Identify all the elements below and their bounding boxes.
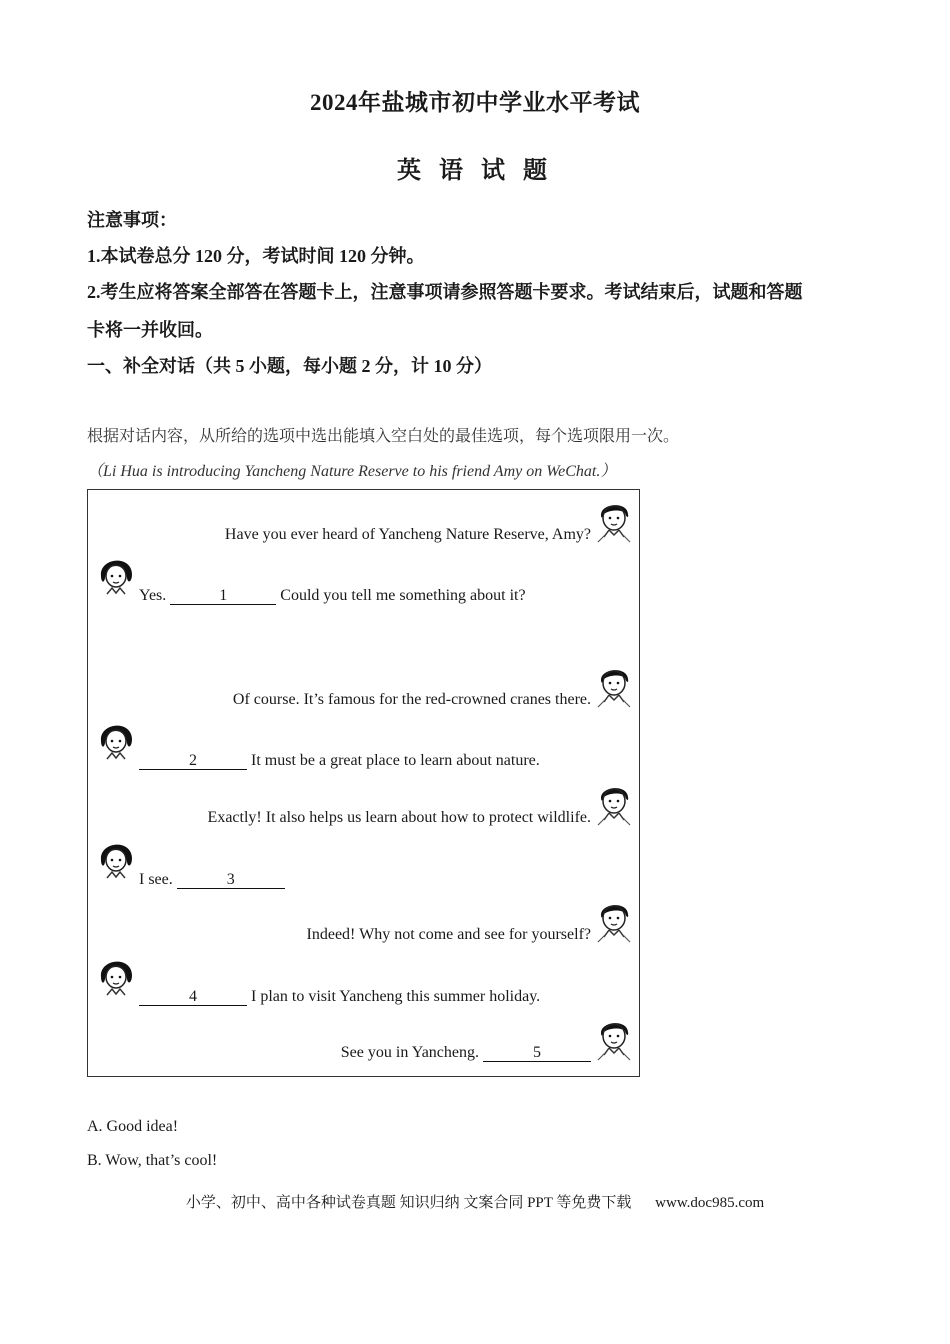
dialog-line-5	[341, 1044, 591, 1062]
footer-text: 小学、初中、高中各种试卷真题 知识归纳 文案合同 PPT 等免费下载	[185, 1195, 632, 1211]
notice-item-1: 1.本试卷总分 120 分，考试时间 120 分钟。	[87, 246, 425, 266]
dialog-line-1: Have you ever heard of Yancheng Nature Reserve, Amy?	[224, 526, 591, 543]
page-footer	[0, 1191, 950, 1212]
option-b: B. Wow, that’s cool!	[87, 1152, 218, 1169]
dialog-line-2: Of course. It’s famous for the red-crowned cranes there.	[232, 691, 591, 708]
girl-avatar-icon	[97, 953, 135, 999]
dialog-answer-1-prefix: Yes.	[139, 587, 167, 604]
boy-avatar-icon	[595, 497, 633, 543]
blank-5[interactable]: 5	[483, 1045, 591, 1062]
blank-3[interactable]: 3	[177, 872, 285, 889]
notice-item-2-line1: 2.考生应将答案全部答在答题卡上，注意事项请参照答题卡要求。考试结束后，试题和答题	[87, 282, 803, 302]
dialog-answer-1	[139, 587, 526, 605]
dialog-answer-1-text: Could you tell me something about it?	[280, 587, 526, 604]
dialog-line-4: Indeed! Why not come and see for yourself?	[306, 926, 591, 943]
blank-1[interactable]: 1	[170, 588, 276, 605]
dialog-answer-4	[139, 988, 540, 1006]
notice-item-2-line2: 卡将一并收回。	[87, 320, 213, 340]
girl-avatar-icon	[97, 552, 135, 598]
notice-heading: 注意事项：	[87, 210, 177, 230]
boy-avatar-icon	[595, 780, 633, 826]
boy-avatar-icon	[595, 897, 633, 943]
boy-avatar-icon	[595, 1015, 633, 1061]
girl-avatar-icon	[97, 836, 135, 882]
dialog-answer-3-prefix: I see.	[139, 871, 173, 888]
section1-context: （Li Hua is introducing Yancheng Nature Reserve to his friend Amy on WeChat.）	[87, 463, 617, 480]
section1-instruction: 根据对话内容，从所给的选项中选出能填入空白处的最佳选项，每个选项限用一次。	[87, 428, 680, 445]
exam-subtitle: 英 语 试 题	[397, 158, 553, 184]
blank-2[interactable]: 2	[139, 753, 247, 770]
section1-heading: 一、补全对话（共 5 小题，每小题 2 分，计 10 分）	[87, 356, 492, 376]
dialog-answer-4-text: I plan to visit Yancheng this summer holiday.	[251, 988, 541, 1005]
option-a: A. Good idea!	[87, 1118, 179, 1135]
exam-title: 2024年盐城市初中学业水平考试	[310, 90, 640, 115]
dialog-answer-2-text: It must be a great place to learn about nature.	[251, 752, 540, 769]
boy-avatar-icon	[595, 662, 633, 708]
blank-4[interactable]: 4	[139, 989, 247, 1006]
girl-avatar-icon	[97, 717, 135, 763]
dialog-answer-2	[139, 752, 540, 770]
dialog-line-3: Exactly! It also helps us learn about how to protect wildlife.	[207, 809, 591, 826]
dialog-answer-3	[139, 871, 285, 889]
dialog-line-5-text: See you in Yancheng.	[340, 1044, 479, 1061]
footer-link[interactable]: www.doc985.com	[655, 1195, 765, 1211]
